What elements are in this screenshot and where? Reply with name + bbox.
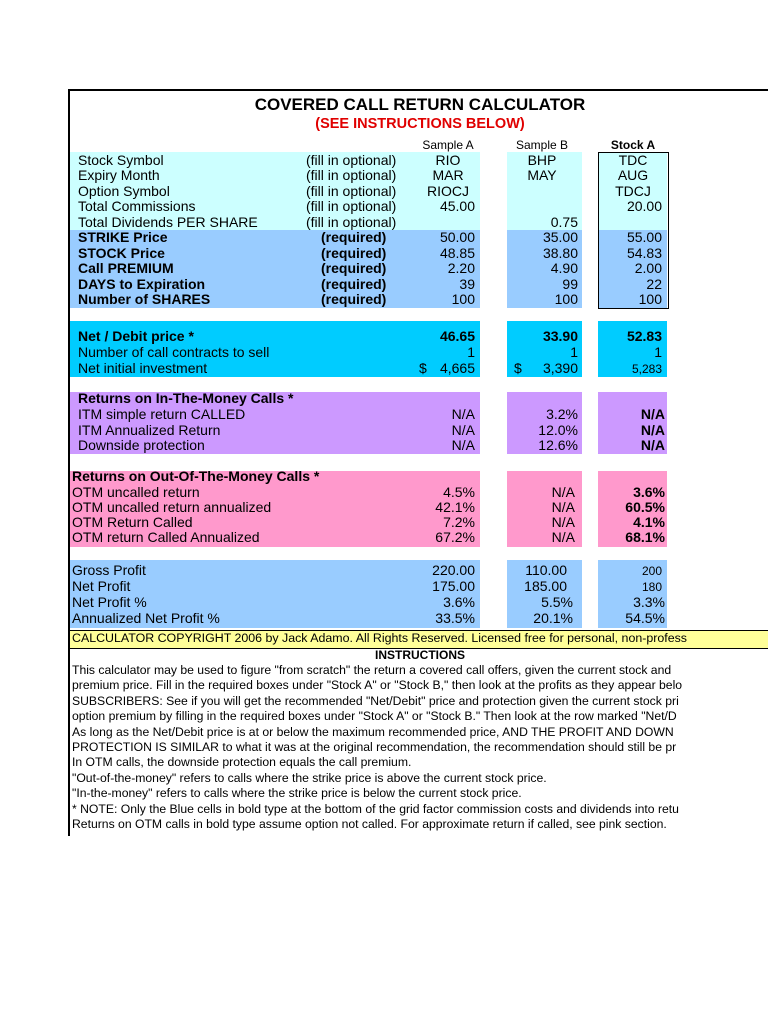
value-stock-a-annualized-net-profit: 54.5% <box>625 610 665 626</box>
note-stock-price: (required) <box>321 245 387 261</box>
itm-heading: Returns on In-The-Money Calls * <box>78 390 294 406</box>
cell-sample-b-days-to-expiration[interactable]: 99 <box>562 276 578 292</box>
column-header-stock-a: Stock A <box>610 138 656 152</box>
label-net-debit: Net / Debit price * <box>78 328 194 344</box>
currency-sample-b-investment: $ <box>514 360 522 376</box>
label-days-to-expiration: DAYS to Expiration <box>78 276 206 292</box>
cell-sample-b-number-of-shares[interactable]: 100 <box>554 291 578 307</box>
value-sample-a-otm-uncalled-annualized: 42.1% <box>435 499 475 515</box>
cell-sample-a-option-symbol[interactable]: RIOCJ <box>427 183 469 199</box>
cell-stock-a-stock-symbol[interactable]: TDC <box>618 152 648 168</box>
value-sample-b-otm-uncalled: N/A <box>551 484 575 500</box>
calculator-title: COVERED CALL RETURN CALCULATOR <box>254 95 586 114</box>
instructions-line: option premium by filling in the required boxes under "Stock A" or "Stock B." Then look at the row marked "Net/D <box>72 709 677 723</box>
calculator-subtitle: (SEE INSTRUCTIONS BELOW) <box>315 116 525 132</box>
value-sample-b-otm-called: N/A <box>551 514 575 530</box>
value-stock-a-itm-downside: N/A <box>640 437 665 453</box>
value-sample-b-gross-profit: 110.00 <box>525 562 567 578</box>
spreadsheet <box>68 89 768 836</box>
cell-sample-a-call-premium[interactable]: 2.20 <box>447 260 475 276</box>
value-sample-b-investment: 3,390 <box>542 360 578 376</box>
note-call-premium: (required) <box>321 260 387 276</box>
label-net-profit-pct: Net Profit % <box>72 594 147 610</box>
label-contracts: Number of call contracts to sell <box>78 344 270 360</box>
instructions-line: "Out-of-the-money" refers to calls where the strike price is above the current stock price. <box>72 771 547 785</box>
cell-stock-a-option-symbol[interactable]: TDCJ <box>615 183 651 199</box>
note-total-dividends: (fill in optional) <box>306 214 397 230</box>
value-sample-a-itm-annualized: N/A <box>451 422 475 438</box>
label-expiry-month: Expiry Month <box>78 167 160 183</box>
cell-stock-a-strike-price[interactable]: 55.00 <box>626 229 662 245</box>
value-sample-a-itm-simple: N/A <box>451 406 475 422</box>
value-sample-b-otm-uncalled-annualized: N/A <box>551 499 575 515</box>
cell-stock-a-total-commissions[interactable]: 20.00 <box>626 198 662 214</box>
value-stock-a-investment: 5,283 <box>631 362 662 376</box>
value-stock-a-gross-profit: 200 <box>641 564 662 578</box>
cell-sample-a-days-to-expiration[interactable]: 39 <box>459 276 475 292</box>
label-annualized-net-profit: Annualized Net Profit % <box>72 610 220 626</box>
cell-stock-a-expiry-month[interactable]: AUG <box>617 167 649 183</box>
value-sample-a-net-profit: 175.00 <box>432 578 475 594</box>
instructions-heading: INSTRUCTIONS <box>375 648 465 662</box>
label-itm-annualized: ITM Annualized Return <box>78 422 221 438</box>
label-call-premium: Call PREMIUM <box>78 260 174 276</box>
note-strike-price: (required) <box>321 229 387 245</box>
value-sample-b-net-profit: 185.00 <box>524 578 567 594</box>
cell-sample-b-total-dividends[interactable]: 0.75 <box>550 214 578 230</box>
value-sample-a-otm-uncalled: 4.5% <box>443 484 475 500</box>
value-sample-a-gross-profit: 220.00 <box>432 562 475 578</box>
value-stock-a-contracts: 1 <box>654 344 662 360</box>
value-sample-b-annualized-net-profit: 20.1% <box>533 610 573 626</box>
value-sample-b-itm-annualized: 12.0% <box>538 422 578 438</box>
cell-sample-a-number-of-shares[interactable]: 100 <box>451 291 475 307</box>
cell-stock-a-number-of-shares[interactable]: 100 <box>638 291 662 307</box>
value-stock-a-net-profit-pct: 3.3% <box>633 594 665 610</box>
copyright-text: CALCULATOR COPYRIGHT 2006 by Jack Adamo. All Rights Reserved. Licensed free for personal, non-profess <box>72 631 687 645</box>
label-itm-downside: Downside protection <box>78 437 205 453</box>
instructions-line: "In-the-money" refers to calls where the strike price is below the current stock price. <box>72 786 522 800</box>
value-stock-a-net-profit: 180 <box>641 580 662 594</box>
cell-stock-a-call-premium[interactable]: 2.00 <box>634 260 662 276</box>
value-sample-b-itm-downside: 12.6% <box>538 437 578 453</box>
value-sample-a-contracts: 1 <box>467 344 475 360</box>
label-stock-symbol: Stock Symbol <box>78 152 164 168</box>
note-number-of-shares: (required) <box>321 291 387 307</box>
currency-sample-a-investment: $ <box>419 360 427 376</box>
value-sample-a-itm-downside: N/A <box>451 437 475 453</box>
instructions-line: * NOTE: Only the Blue cells in bold type at the bottom of the grid factor commission costs and dividends into retu <box>72 802 679 816</box>
note-stock-symbol: (fill in optional) <box>306 152 397 168</box>
instructions-line: This calculator may be used to figure "from scratch" the return a covered call offers, given the current stock and <box>72 663 672 677</box>
label-stock-price: STOCK Price <box>78 245 165 261</box>
cell-sample-b-stock-symbol[interactable]: BHP <box>527 152 557 168</box>
value-sample-b-contracts: 1 <box>570 344 578 360</box>
instructions-line: SUBSCRIBERS: See if you will get the recommended "Net/Debit" price and protection given the current stock pri <box>72 694 679 708</box>
label-total-commissions: Total Commissions <box>78 198 196 214</box>
cell-sample-a-stock-price[interactable]: 48.85 <box>439 245 475 261</box>
column-header-sample-b: Sample B <box>515 138 569 152</box>
value-stock-a-itm-annualized: N/A <box>640 422 665 438</box>
note-total-commissions: (fill in optional) <box>306 198 397 214</box>
label-total-dividends: Total Dividends PER SHARE <box>78 214 258 230</box>
cell-sample-a-strike-price[interactable]: 50.00 <box>439 229 475 245</box>
value-stock-a-net-debit: 52.83 <box>626 328 662 344</box>
label-otm-uncalled: OTM uncalled return <box>72 484 200 500</box>
cell-sample-b-stock-price[interactable]: 38.80 <box>542 245 578 261</box>
instructions-line: Returns on OTM calls in bold type assume option not called. For approximate return if called, see pink section. <box>72 817 667 831</box>
value-sample-a-investment: 4,665 <box>439 360 475 376</box>
value-sample-a-net-debit: 46.65 <box>439 328 475 344</box>
note-expiry-month: (fill in optional) <box>306 167 397 183</box>
label-strike-price: STRIKE Price <box>78 229 168 245</box>
note-option-symbol: (fill in optional) <box>306 183 397 199</box>
value-sample-a-otm-called-annualized: 67.2% <box>435 529 475 545</box>
value-sample-b-net-debit: 33.90 <box>542 328 578 344</box>
note-days-to-expiration: (required) <box>321 276 387 292</box>
cell-sample-a-total-commissions[interactable]: 45.00 <box>439 198 475 214</box>
instructions-line: premium price. Fill in the required boxes under "Stock A" or "Stock B," then look at the profits as they appear belo <box>72 678 683 692</box>
value-sample-a-net-profit-pct: 3.6% <box>443 594 475 610</box>
cell-sample-b-strike-price[interactable]: 35.00 <box>542 229 578 245</box>
cell-stock-a-days-to-expiration[interactable]: 22 <box>646 276 662 292</box>
value-stock-a-otm-uncalled-annualized: 60.5% <box>625 499 665 515</box>
cell-sample-b-call-premium[interactable]: 4.90 <box>550 260 578 276</box>
instructions-line: PROTECTION IS SIMILAR to what it was at the original recommendation, the recommendation should still be pr <box>72 740 677 754</box>
label-number-of-shares: Number of SHARES <box>78 291 211 307</box>
value-stock-a-otm-called: 4.1% <box>633 514 665 530</box>
cell-stock-a-stock-price[interactable]: 54.83 <box>626 245 662 261</box>
instructions-line: In OTM calls, the downside protection equals the call premium. <box>72 755 412 769</box>
cell-sample-b-expiry-month[interactable]: MAY <box>527 167 557 183</box>
value-sample-a-otm-called: 7.2% <box>443 514 475 530</box>
value-sample-b-otm-called-annualized: N/A <box>551 529 575 545</box>
label-gross-profit: Gross Profit <box>72 562 146 578</box>
value-stock-a-otm-called-annualized: 68.1% <box>625 529 665 545</box>
label-net-profit: Net Profit <box>72 578 131 594</box>
label-otm-uncalled-annualized: OTM uncalled return annualized <box>72 499 272 515</box>
value-stock-a-otm-uncalled: 3.6% <box>633 484 665 500</box>
value-sample-a-annualized-net-profit: 33.5% <box>435 610 475 626</box>
cell-sample-a-stock-symbol[interactable]: RIO <box>435 152 461 168</box>
label-itm-simple: ITM simple return CALLED <box>78 406 246 422</box>
value-sample-b-net-profit-pct: 5.5% <box>541 594 573 610</box>
label-investment: Net initial investment <box>78 360 208 376</box>
value-stock-a-itm-simple: N/A <box>640 406 665 422</box>
label-option-symbol: Option Symbol <box>78 183 170 199</box>
column-header-sample-a: Sample A <box>422 138 474 152</box>
label-otm-called-annualized: OTM return Called Annualized <box>72 529 260 545</box>
otm-heading: Returns on Out-Of-The-Money Calls * <box>72 468 320 484</box>
instructions-line: As long as the Net/Debit price is at or below the maximum recommended price, AND THE PROFIT AND DOWN <box>72 725 674 739</box>
cell-sample-a-expiry-month[interactable]: MAR <box>432 167 464 183</box>
value-sample-b-itm-simple: 3.2% <box>546 406 578 422</box>
label-otm-called: OTM Return Called <box>72 514 193 530</box>
